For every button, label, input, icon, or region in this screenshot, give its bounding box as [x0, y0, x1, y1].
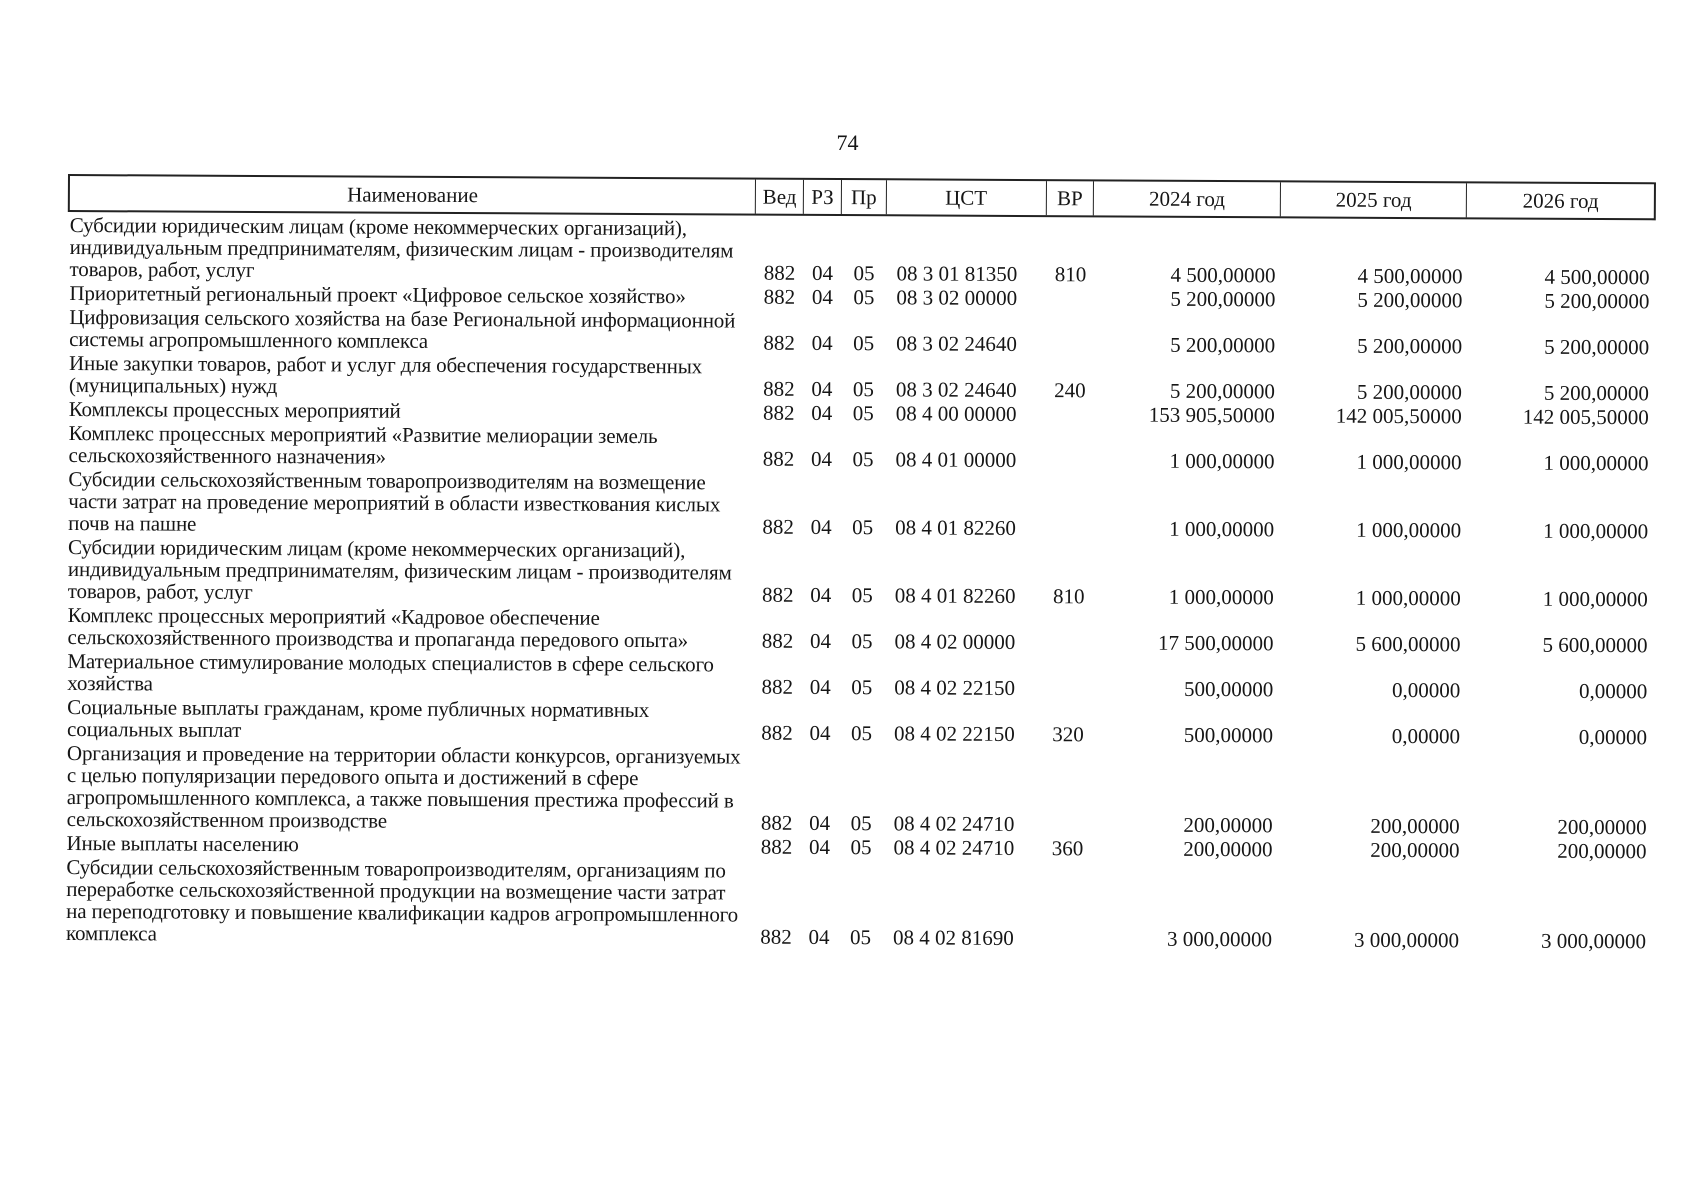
row-ved: 882: [762, 514, 794, 539]
row-rz: 04: [809, 674, 831, 700]
row-rz: 04: [808, 834, 831, 859]
row-vr: 320: [1052, 722, 1084, 747]
row-vr: 810: [1054, 262, 1087, 287]
row-ved: 882: [763, 260, 796, 285]
row-amount-2024: 5 200,00000: [1169, 378, 1275, 404]
row-amount-2026: 5 200,00000: [1543, 380, 1649, 406]
row-vr: 240: [1054, 378, 1086, 403]
row-amount-2026: 1 000,00000: [1543, 450, 1649, 476]
row-rz: 04: [811, 376, 833, 402]
row-vr: 360: [1051, 836, 1084, 861]
row-amount-2026: 5 200,00000: [1544, 334, 1650, 360]
row-rz: 04: [810, 446, 833, 472]
row-amount-2024: 1 000,00000: [1169, 448, 1275, 474]
row-amount-2025: 1 000,00000: [1356, 517, 1462, 543]
row-ved: 882: [760, 810, 793, 835]
row-pr: 05: [852, 447, 874, 472]
row-amount-2024: 153 905,50000: [1148, 402, 1275, 428]
table-row: [65, 650, 1653, 702]
row-amount-2025: 200,00000: [1370, 837, 1460, 863]
row-cst: 08 4 02 24710: [893, 811, 1015, 836]
row-cst: 08 4 00 00000: [895, 401, 1017, 426]
row-ved: 882: [763, 376, 795, 401]
row-rz: 04: [811, 284, 833, 310]
row-name: Иные выплаты населению: [66, 831, 299, 857]
row-ved: 882: [762, 446, 795, 471]
row-amount-2025: 5 200,00000: [1356, 379, 1462, 405]
header-2026: 2026 год: [1522, 188, 1599, 213]
row-pr: 05: [850, 835, 872, 860]
row-ved: 882: [761, 720, 793, 745]
row-amount-2026: 142 005,50000: [1522, 404, 1649, 430]
row-amount-2024: 5 200,00000: [1170, 286, 1276, 312]
row-pr: 05: [850, 811, 872, 836]
row-name: Социальные выплаты гражданам, кроме публичных нормативных социальных выплат: [67, 695, 650, 742]
table-row: [66, 604, 1654, 656]
row-pr: 05: [851, 583, 873, 608]
row-name: Приоритетный региональный проект «Цифровое сельское хозяйство»: [69, 281, 686, 309]
row-cst: 08 4 01 00000: [895, 447, 1017, 472]
header-2024: 2024 год: [1094, 181, 1281, 216]
row-amount-2024: 1 000,00000: [1169, 516, 1275, 542]
row-pr: 05: [849, 925, 872, 950]
table-row: [67, 306, 1655, 358]
table-row: [67, 352, 1655, 404]
row-rz: 04: [811, 260, 834, 286]
header-name: Наименование: [70, 176, 756, 214]
row-name: Организация и проведение на территории области конкурсов, организуемых с целью популяризации передового опыта и достижений в сфере агропромышленного комплекса, а также повышения престижа профессий в сельскохозяйственном производстве: [66, 741, 741, 833]
row-amount-2025: 5 200,00000: [1357, 333, 1463, 359]
row-rz: 04: [810, 582, 832, 608]
row-amount-2024: 1 000,00000: [1168, 584, 1274, 610]
row-amount-2026: 4 500,00000: [1544, 264, 1650, 290]
row-ved: 882: [761, 582, 794, 607]
row-name: Иные закупки товаров, работ и услуг для обеспечения государственных (муниципальных) нужд: [68, 351, 703, 399]
row-ved: 882: [761, 674, 794, 699]
row-rz: 04: [808, 924, 830, 949]
table-row: [65, 742, 1653, 838]
row-amount-2024: 500,00000: [1183, 722, 1274, 748]
header-2025: 2025 год: [1281, 182, 1468, 217]
row-name: Комплексы процессных мероприятий: [68, 397, 401, 423]
row-ved: 882: [760, 834, 793, 859]
header-vr: ВР: [1046, 181, 1094, 215]
row-rz: 04: [809, 810, 831, 835]
row-cst: 08 3 02 00000: [896, 285, 1018, 310]
row-name: Комплекс процессных мероприятий «Развитие мелиорации земель сельскохозяйственного назначения»: [68, 421, 658, 469]
row-amount-2025: 0,00000: [1391, 723, 1461, 749]
row-amount-2026: 0,00000: [1578, 724, 1648, 750]
row-pr: 05: [853, 331, 875, 356]
row-amount-2026: 1 000,00000: [1543, 518, 1649, 544]
row-cst: 08 4 02 24710: [893, 835, 1015, 860]
row-amount-2026: 1 000,00000: [1542, 586, 1648, 612]
row-amount-2026: 3 000,00000: [1540, 928, 1647, 954]
row-ved: 882: [760, 924, 792, 949]
row-cst: 08 4 02 22150: [894, 721, 1015, 746]
row-ved: 882: [763, 284, 796, 309]
row-pr: 05: [851, 721, 873, 746]
row-cst: 08 4 02 81690: [892, 925, 1014, 950]
row-amount-2025: 1 000,00000: [1356, 449, 1462, 475]
row-amount-2026: 0,00000: [1579, 678, 1648, 704]
row-name: Субсидии юридическим лицам (кроме некоммерческих организаций), индивидуальным предпринимателям, физическим лицам - производителям товаров, работ, услуг: [67, 535, 732, 604]
row-rz: 04: [809, 720, 831, 746]
row-amount-2026: 200,00000: [1557, 814, 1647, 840]
row-pr: 05: [851, 629, 873, 654]
row-cst: 08 3 01 81350: [896, 261, 1018, 286]
row-name: Субсидии сельскохозяйственным товаропроизводителям на возмещение части затрат на проведение мероприятий в области известкования кислых почв на пашне: [68, 467, 721, 536]
row-rz: 04: [811, 330, 833, 356]
row-amount-2026: 200,00000: [1557, 838, 1647, 864]
row-pr: 05: [852, 377, 874, 402]
row-amount-2025: 1 000,00000: [1355, 585, 1461, 611]
table-row: [66, 468, 1654, 542]
table-row: [64, 856, 1652, 952]
budget-table: [64, 174, 1656, 952]
row-amount-2024: 17 500,00000: [1157, 630, 1274, 656]
row-name: Субсидии сельскохозяйственным товаропроизводителям, организациям по переработке сельскохозяйственной продукции на возмещение части затрат на переподготовку и повышение квалификации кадров агропромышленного комплекса: [65, 855, 739, 946]
row-amount-2025: 4 500,00000: [1357, 263, 1463, 289]
row-cst: 08 3 02 24640: [895, 377, 1017, 402]
row-pr: 05: [851, 675, 873, 700]
row-name: Цифровизация сельского хозяйства на базе Региональной информационной системы агропромышленного комплекса: [69, 305, 736, 353]
header-rz: РЗ: [804, 180, 842, 214]
row-rz: 04: [811, 400, 833, 426]
row-pr: 05: [852, 401, 874, 426]
row-amount-2024: 5 200,00000: [1170, 332, 1276, 358]
row-ved: 882: [763, 330, 795, 355]
row-amount-2024: 4 500,00000: [1170, 262, 1276, 288]
row-amount-2024: 200,00000: [1183, 812, 1273, 838]
header-ved: Вед: [756, 180, 804, 214]
row-cst: 08 3 02 24640: [896, 331, 1017, 356]
row-vr: 810: [1052, 584, 1085, 609]
row-cst: 08 4 02 00000: [894, 629, 1016, 654]
row-pr: 05: [853, 285, 875, 310]
row-pr: 05: [853, 261, 875, 286]
row-name: Комплекс процессных мероприятий «Кадровое обеспечение сельскохозяйственного производства и пропаганда передового опыта»: [67, 603, 689, 653]
row-rz: 04: [810, 628, 832, 654]
row-amount-2025: 5 600,00000: [1355, 631, 1461, 657]
header-pr: Пр: [842, 180, 887, 214]
row-amount-2026: 5 600,00000: [1542, 632, 1648, 658]
table-row: [65, 696, 1653, 748]
row-amount-2025: 3 000,00000: [1353, 927, 1460, 953]
table-row: [66, 536, 1654, 610]
row-cst: 08 4 01 82260: [895, 515, 1016, 540]
page-number: 74: [836, 130, 859, 155]
row-rz: 04: [810, 514, 832, 540]
row-ved: 882: [762, 400, 795, 425]
row-amount-2025: 200,00000: [1370, 813, 1460, 839]
table-row: [66, 422, 1654, 474]
row-amount-2026: 5 200,00000: [1544, 288, 1650, 314]
header-cst: ЦСТ: [887, 180, 1047, 215]
table-row: [67, 214, 1655, 288]
row-amount-2024: 500,00000: [1184, 676, 1274, 702]
row-amount-2025: 142 005,50000: [1335, 403, 1462, 429]
row-amount-2024: 3 000,00000: [1166, 926, 1273, 952]
row-amount-2025: 0,00000: [1392, 677, 1461, 703]
row-cst: 08 4 02 22150: [894, 675, 1016, 700]
row-pr: 05: [852, 515, 874, 540]
row-amount-2025: 5 200,00000: [1357, 287, 1463, 313]
row-amount-2024: 200,00000: [1183, 836, 1273, 862]
row-name: Материальное стимулирование молодых специалистов в сфере сельского хозяйства: [67, 649, 714, 696]
row-ved: 882: [761, 628, 794, 653]
table-body: [64, 214, 1656, 952]
row-name: Субсидии юридическим лицам (кроме некоммерческих организаций), индивидуальным предпринимателям, физическим лицам - производителям товаров, работ, услуг: [69, 213, 734, 282]
row-cst: 08 4 01 82260: [894, 583, 1016, 608]
